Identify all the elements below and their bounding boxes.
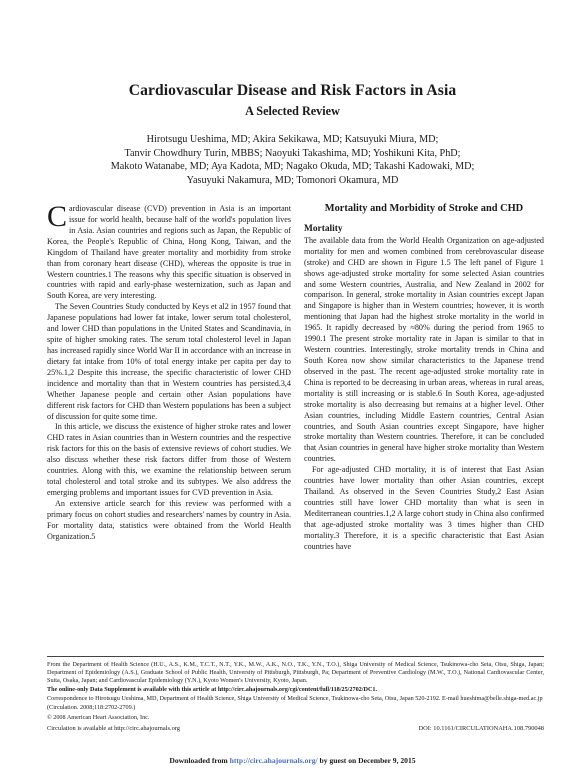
- drop-cap: C: [47, 200, 68, 233]
- body-paragraph: The available data from the World Health Organization on age-adjusted mortality for men and women combined from cerebrovascular disease (stroke) and CHD are shown in Figure 1.5 The left panel of Figure 1 shows age-adjusted stroke mortality for some selected Asian countries and some Western countries, Australia, and New Zealand in 2002 for comparison. In general, stroke mortality in Asian countries except Japan and Singapore is higher than in Western countries; however, it is worth mentioning that Japan had the highest stroke mortality in the world in 1965. It rapidly decreased by ≈80% during the period from 1965 to 1990.1 The present stroke mortality rate in Japan is similar to that in Western countries. Interestingly, stroke mortality trends in China and South Korea now show similar characteristics to the Japanese trend observed in the past. The recent age-adjusted stroke mortality rate in China is reported to be decreasing in urban areas, whereas in rural areas, mortality is still increasing or is stable.6 In South Korea, age-adjusted stroke mortality is also decreasing but remains at a higher level. Other Asian countries, including Middle Eastern countries, Central Asian countries, and South Asian countries except Singapore, have higher stroke mortality than Western countries. Therefore, it can be concluded that Asian countries in general have higher stroke mortality than Western countries.: [304, 235, 544, 464]
- intro-paragraph: [47, 200, 291, 302]
- body-paragraph: The Seven Countries Study conducted by Keys et al2 in 1957 found that Japanese populations had lower fat intake, lower serum total cholesterol, and lower CHD than populations in the United States and Scandinavia, in spite of higher smoking rates. The serum total cholesterol level in Japan has increased rapidly since World War II in accordance with an increase in dietary fat intake from 10% of total energy intake per capita per day to 25%.1,2 Despite this increase, the specific characteristic of lower CHD incidence and mortality than that in Western countries has persisted.3,4 Whether Japanese people and certain other Asian populations have different risk factors for CHD than Western populations has been a subject of discussion for quite some time.: [47, 302, 291, 421]
- download-link[interactable]: http://circ.ahajournals.org/: [229, 756, 318, 765]
- article-title: Cardiovascular Disease and Risk Factors in Asia: [128, 82, 457, 99]
- download-suffix: by guest on December 9, 2015: [317, 756, 416, 765]
- author-line: Tanvir Chowdhury Turin, MBBS; Naoyuki Takashima, MD; Yoshikuni Kita, PhD;: [124, 147, 461, 159]
- right-column: [304, 204, 544, 553]
- left-column: [47, 200, 291, 543]
- body-paragraph: In this article, we discuss the existence of higher stroke rates and lower CHD rates in Asian countries than in Western countries and the respective risk factors for this on the basis of extensive reviews of cohort studies. We also discuss whether these risk factors differ from those of Western countries. Along with this, we examine the relationship between serum total cholesterol and total stroke and its subtypes. We also address the emerging problems and important issues for CVD prevention in Asia.: [47, 422, 291, 497]
- author-line: Hirotsugu Ueshima, MD; Akira Sekikawa, MD; Katsuyuki Miura, MD;: [146, 134, 439, 145]
- download-prefix: Downloaded from: [169, 756, 230, 765]
- subsection-heading: Mortality: [304, 223, 343, 234]
- body-paragraph: For age-adjusted CHD mortality, it is of interest that East Asian countries have lower mortality than other Asian countries, except Thailand. As observed in the Seven Countries Study,2 East Asian countries still have lower CHD mortality than what is seen in Mediterranean countries.1,2 A large cohort study in China also confirmed that age-adjusted stroke mortality was 3 times higher than CHD mortality.3 Therefore, it is a specific characteristic that East Asian countries have: [304, 465, 544, 551]
- paragraph-text: ardiovascular disease (CVD) prevention in Asia is an important issue for world health, because half of the world's population lives in Asia. Asian countries and regions such as Japan, the Republic of Korea, the People's Republic of China, Hong Kong, Taiwan, and the Kingdom of Thailand have greater mortality and morbidity from stroke than from coronary heart disease (CHD), whereas the opposite is true in Western countries.1 The reasons why this specific situation is observed in countries with rapid and early-phase westernization, such as Japan and South Korea, are very interesting.: [47, 204, 291, 301]
- doi: DOI: 10.1161/CIRCULATIONAHA.108.790048: [418, 724, 544, 732]
- footnotes: [47, 656, 544, 733]
- section-heading: Mortality and Morbidity of Stroke and CHD: [324, 203, 524, 214]
- article-subtitle: A Selected Review: [245, 104, 340, 118]
- affiliations-note: From the Department of Health Science (H.U., A.S., K.M., T.C.T., N.T., Y.K., M.W., A.K., N.O., T.K., Y.N., T.O.), Shiga University of Medical Science, Tsukinowa-cho Seta, Otsu, Shiga, Japan; Department of Epidemiology (A.S.), Graduate School of Public Health, University of Pittsburgh, Pittsburgh, Pa; Department of Preventive Cardiology (M.W., T.O.), National Cardiovascular Center, Suita, Osaka, Japan; and Cardiovascular Epidemiology (Y.N.), Kyoto Women's University, Kyoto, Japan.: [47, 661, 544, 685]
- author-line: Yasuyuki Nakamura, MD; Tomonori Okamura, MD: [186, 174, 399, 186]
- body-paragraph: An extensive article search for this review was performed with a primary focus on cohort studies and researchers' names by country in Asia. For mortality data, statistics were obtained from the World Health Organization.5: [47, 498, 291, 541]
- footnote-divider: [47, 656, 544, 657]
- citation-note: (Circulation. 2008;118:2702-2709.): [47, 704, 136, 712]
- download-banner: [0, 756, 585, 765]
- data-supplement-note: The online-only Data Supplement is available with this article at http://circ.ahajournals.org/cgi/content/full/118/25/2702/DC1.: [47, 686, 378, 694]
- journal-info-line: [47, 725, 544, 733]
- journal-availability: Circulation is available at http://circ.ahajournals.org: [47, 724, 180, 732]
- author-line: Makoto Watanabe, MD; Aya Kadota, MD; Nagako Okuda, MD; Takashi Kadowaki, MD;: [110, 161, 475, 173]
- correspondence-note: Correspondence to Hirotsugu Ueshima, MD, Department of Health Science, Shiga University of Medical Science, Tsukinowa-cho Seta, Otsu, Japan 520-2192. E-mail hueshima@belle.shiga-med.ac.jp: [47, 695, 543, 703]
- copyright-note: © 2008 American Heart Association, Inc.: [47, 713, 150, 721]
- author-list: [40, 133, 545, 187]
